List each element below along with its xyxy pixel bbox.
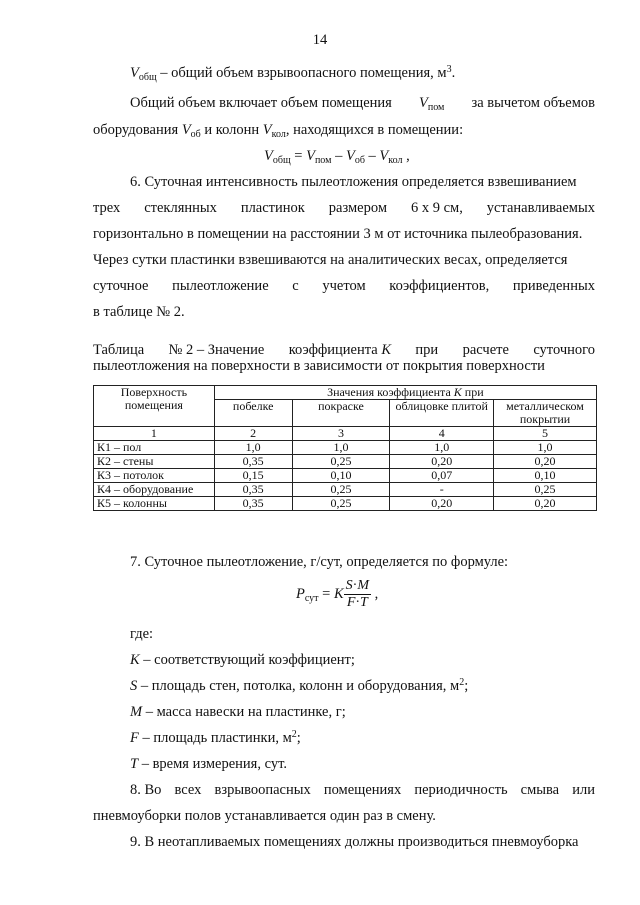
table-cell: - (390, 483, 494, 497)
table-cell: 2 (214, 427, 292, 441)
row-label: К5 – колонны (94, 497, 215, 511)
table-cell: 3 (292, 427, 390, 441)
table-cell: 0,35 (214, 455, 292, 469)
p8-line-1: 8. Во всех взрывоопасных помещениях периодичность смыва или (130, 782, 595, 798)
table-cell: 1,0 (292, 441, 390, 455)
table-cell: 5 (494, 427, 597, 441)
table-number-row (94, 427, 597, 441)
table-row (94, 455, 597, 469)
table-cell: 0,20 (390, 497, 494, 511)
table-row (94, 497, 597, 511)
table-cell: 0,35 (214, 497, 292, 511)
table-cell: 1,0 (390, 441, 494, 455)
table-cell: 0,07 (390, 469, 494, 483)
table-cell: 0,25 (292, 483, 390, 497)
row-label: К3 – потолок (94, 469, 215, 483)
row-label: К4 – оборудование (94, 483, 215, 497)
row-label: К2 – стены (94, 455, 215, 469)
header-surface: Поверхность помещения (94, 386, 215, 427)
p6-line-1: 6. Суточная интенсивность пылеотложения определяется взвешиванием (130, 174, 577, 190)
table-cell: 0,10 (292, 469, 390, 483)
table-caption-line-1: Таблица № 2 – Значение коэффициента K при расчете суточного (93, 342, 595, 358)
table-cell: 1 (94, 427, 215, 441)
dust-formula: $P_{сут} = K$ $\frac{S\cdot M}{F\cdot T}$ , (296, 578, 379, 610)
table-cell: 1,0 (494, 441, 597, 455)
table-cell: 0,20 (390, 455, 494, 469)
def-m: M – масса навески на пластинке, г; (130, 704, 346, 720)
table-cell: 1,0 (214, 441, 292, 455)
header-col-metal: металлическом покрытии (494, 400, 597, 427)
table-cell: 0,20 (494, 455, 597, 469)
header-coefficient-group: Значения коэффициента K при (214, 386, 596, 400)
coefficient-table (93, 385, 597, 511)
p9-line: 9. В неотапливаемых помещениях должны производиться пневмоуборка (130, 834, 579, 850)
table-cell: 0,15 (214, 469, 292, 483)
header-col-tile: облицовке плитой (390, 400, 494, 427)
table-cell: 0,10 (494, 469, 597, 483)
row-label: К1 – пол (94, 441, 215, 455)
p6-line-6: в таблице № 2. (93, 304, 185, 320)
p6-line-2: трех стеклянных пластинок размером 6 х 9 см, устанавливаемых (93, 200, 595, 216)
table-row (94, 441, 597, 455)
table-cell: 0,25 (292, 497, 390, 511)
p8-line-2: пневмоуборки полов устанавливается один раз в смену. (93, 808, 436, 824)
general-volume-line-2: оборудования $V_{об}$ и колонн $V_{кол}$, находящихся в помещении: (93, 122, 464, 140)
table-cell: 0,20 (494, 497, 597, 511)
table-cell: 4 (390, 427, 494, 441)
p6-line-4: Через сутки пластинки взвешиваются на аналитических весах, определяется (93, 252, 568, 268)
page-number: 14 (312, 32, 328, 48)
p6-line-3: горизонтально в помещении на расстоянии 3 м от источника пылеобразования. (93, 226, 583, 242)
table-caption-line-2: пылеотложения на поверхности в зависимости от покрытия поверхности (93, 358, 545, 374)
def-f: F – площадь пластинки, $м^2$; (130, 729, 301, 746)
volume-formula: $V_{общ} = V_{пом} - V_{об} - V_{кол}$ , (264, 148, 410, 166)
table-cell: 0,35 (214, 483, 292, 497)
general-volume-line-1: Общий объем включает объем помещения $V_{пом}$ за вычетом объемов (130, 95, 595, 113)
table-cell: 0,25 (494, 483, 597, 497)
def-s: S – площадь стен, потолка, колонн и оборудования, $м^2$; (130, 677, 469, 694)
def-t: T – время измерения, сут. (130, 756, 287, 772)
p7-line: 7. Суточное пылеотложение, г/сут, определяется по формуле: (130, 554, 509, 570)
def-k: K – соответствующий коэффициент; (130, 652, 355, 668)
table-row (94, 483, 597, 497)
p6-line-5: суточное пылеотложение с учетом коэффициентов, приведенных (93, 278, 595, 294)
vobsh-definition: $V_{общ}$ – общий объем взрывоопасного помещения, $м^3$. (130, 64, 456, 83)
header-col-paint: покраске (292, 400, 390, 427)
table-cell: 0,25 (292, 455, 390, 469)
table-row (94, 469, 597, 483)
where-label: где: (130, 626, 154, 642)
header-col-whitewash: побелке (214, 400, 292, 427)
